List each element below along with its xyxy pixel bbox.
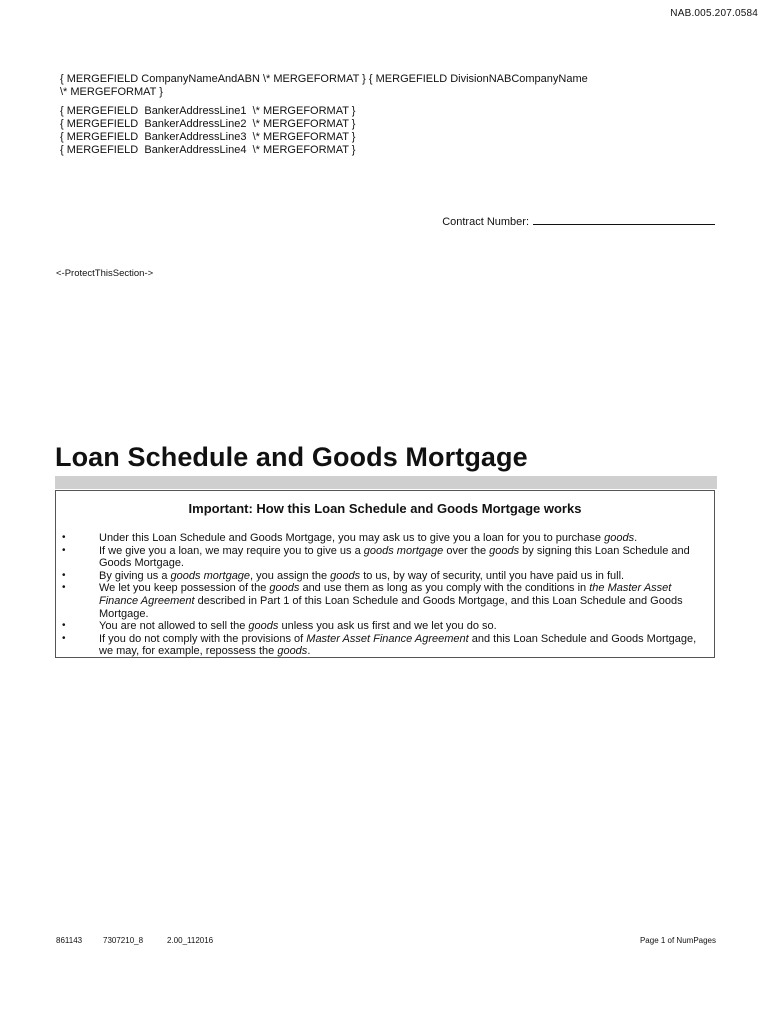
protect-section-marker: <-ProtectThisSection-> (56, 268, 154, 279)
bullet-text: If you do not comply with the provisions of (99, 632, 307, 645)
bullet-text: We let you keep possession of the (99, 582, 270, 595)
banker-address-line-1: { MERGEFIELD BankerAddressLine1 \* MERGEFORMAT } (60, 105, 356, 117)
important-notice-box (55, 490, 715, 658)
bullet-dot-icon: • (62, 620, 66, 632)
defined-term: goods mortgage (170, 569, 251, 582)
bullet-text: unless you ask us first and we let you do so. (278, 620, 497, 633)
important-bullet-list (56, 532, 714, 658)
bullet-dot-icon: • (62, 544, 66, 556)
defined-term: the Master Asset Finance Agreement (99, 582, 672, 607)
footer-code-1: 861143 (56, 936, 83, 945)
defined-term: goods (604, 532, 635, 544)
bullet-text: described in Part 1 of this Loan Schedule and Goods Mortgage, and this Loan Schedule and Goods Mortgage. (99, 594, 683, 620)
defined-term: Master Asset Finance Agreement (306, 632, 469, 645)
contract-number-label: Contract Number: (442, 216, 529, 228)
contract-number-blank[interactable] (533, 214, 715, 225)
important-bullet-item (56, 532, 714, 545)
footer-page-number: Page 1 of NumPages (639, 936, 716, 945)
merge-field-block (60, 73, 680, 157)
bullet-text: over the (443, 544, 490, 557)
footer-code-3: 2.00_112016 (167, 936, 214, 945)
bullet-text: If we give you a loan, we may require you to give us a (99, 544, 364, 557)
bullet-text: , you assign the (250, 569, 331, 582)
bullet-dot-icon: • (62, 582, 66, 594)
bullet-text: to us, by way of security, until you have paid us in full. (360, 569, 625, 582)
bullet-text: by signing this Loan Schedule and Goods Mortgage. (99, 544, 690, 570)
bullet-dot-icon: • (62, 532, 66, 543)
bullet-dot-icon: • (62, 632, 66, 644)
company-merge-line-2: \* MERGEFORMAT } (60, 86, 163, 98)
banker-address-line-3: { MERGEFIELD BankerAddressLine3 \* MERGEFORMAT } (60, 131, 356, 143)
company-merge-line-1: { MERGEFIELD CompanyNameAndABN \* MERGEFORMAT } { MERGEFIELD DivisionNABCompanyName (60, 73, 588, 85)
title-shaded-rule (55, 476, 717, 489)
banker-address-line-2: { MERGEFIELD BankerAddressLine2 \* MERGEFORMAT } (60, 118, 356, 130)
defined-term: goods (269, 582, 300, 595)
defined-term: goods (489, 544, 520, 557)
bullet-text: and use them as long as you comply with the conditions in (299, 582, 590, 595)
company-merge-fields (60, 73, 680, 99)
contract-number-field (442, 214, 715, 228)
defined-term: goods (248, 620, 279, 633)
important-bullet-item (56, 545, 714, 570)
defined-term: goods (330, 569, 361, 582)
bullet-dot-icon: • (62, 569, 66, 581)
important-heading: Important: How this Loan Schedule and Goods Mortgage works (188, 501, 582, 516)
banker-address-line-4: { MERGEFIELD BankerAddressLine4 \* MERGEFORMAT } (60, 144, 356, 156)
bullet-text: and this Loan Schedule and Goods Mortgage, we may, for example, repossess the (99, 632, 697, 658)
bullet-text: . (307, 645, 311, 658)
important-bullet-item (56, 620, 714, 633)
footer-code-2: 7307210_8 (103, 936, 144, 945)
defined-term: goods mortgage (363, 544, 444, 557)
page-title: Loan Schedule and Goods Mortgage (55, 442, 528, 472)
defined-term: goods (277, 645, 308, 658)
bullet-text: You are not allowed to sell the (99, 620, 249, 633)
important-bullet-item (56, 570, 714, 583)
bullet-text: By giving us a (99, 569, 171, 582)
bullet-text: Under this Loan Schedule and Goods Mortgage, you may ask us to give you a loan for you to purchase (99, 532, 605, 544)
important-bullet-item (56, 582, 714, 620)
document-reference: NAB.005.207.0584 (670, 8, 758, 19)
important-bullet-item (56, 633, 714, 658)
bullet-text: . (634, 532, 638, 544)
